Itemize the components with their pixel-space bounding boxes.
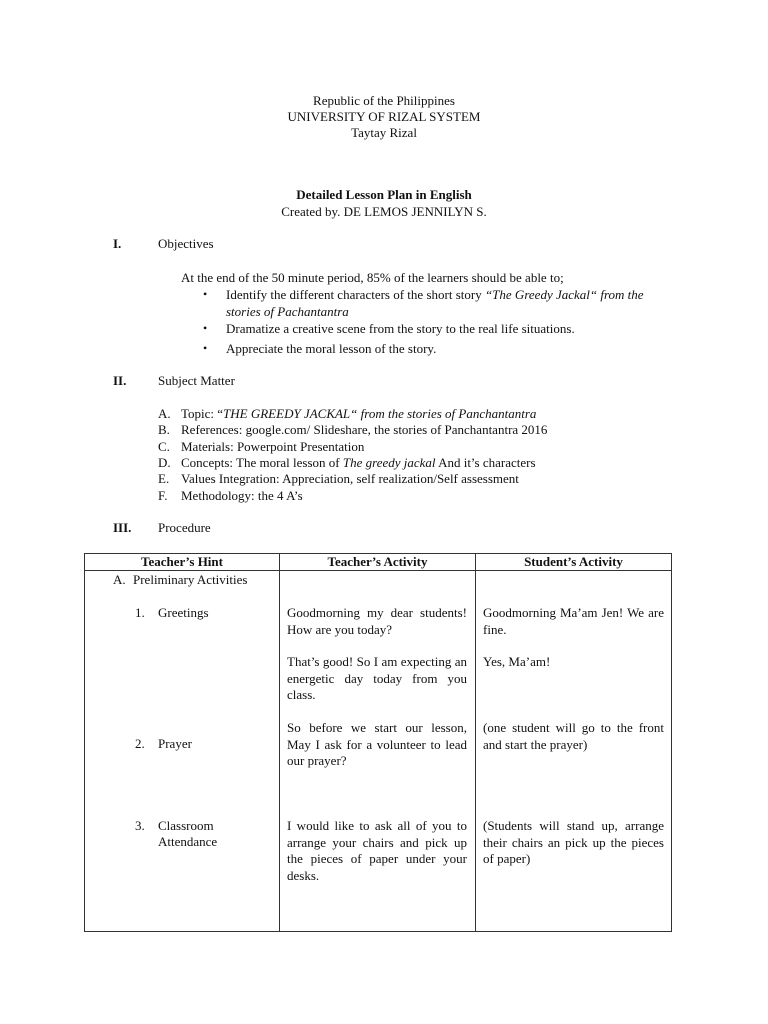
section-title-objectives: Objectives (158, 236, 214, 251)
objective-1 (226, 286, 644, 320)
bullet-icon: • (203, 341, 208, 355)
objective-2: Dramatize a creative scene from the story to the real life situations. (226, 321, 575, 336)
subject-letter-f: F. (158, 488, 168, 503)
table-row (85, 571, 672, 932)
section-number-2: II. (113, 373, 127, 388)
objectives-intro: At the end of the 50 minute period, 85% of the learners should be able to; (181, 270, 564, 285)
hint-num-2: 2. (135, 736, 145, 751)
created-by: Created by. DE LEMOS JENNILYN S. (281, 204, 487, 219)
objective-1-line2: stories of Pachantantra (226, 304, 349, 319)
teacher-activity-cell (280, 571, 476, 932)
teacher-expectation: That’s good! So I am expecting an energetic day today from you class. (287, 654, 467, 702)
student-prayer: (one student will go to the front and start the prayer) (483, 720, 664, 752)
subject-methodology: Methodology: the 4 A’s (181, 488, 303, 503)
objective-3: Appreciate the moral lesson of the story. (226, 341, 437, 356)
subject-letter-b: B. (158, 422, 170, 437)
teacher-attendance-instruction: I would like to ask all of you to arrange your chairs and pick up the pieces of paper under your desks. (287, 818, 467, 883)
bullet-icon: • (203, 321, 208, 335)
student-greeting: Goodmorning Ma’am Jen! We are fine. (483, 605, 664, 637)
document-title: Detailed Lesson Plan in English (296, 187, 472, 202)
subject-materials: Materials: Powerpoint Presentation (181, 439, 365, 454)
hint-letter-a: A. (113, 572, 126, 587)
hint-attendance: Attendance (158, 834, 218, 849)
subject-letter-d: D. (158, 455, 171, 470)
section-number-1: I. (113, 236, 122, 251)
header-location: Taytay Rizal (351, 125, 417, 140)
table-header-row (85, 554, 672, 571)
student-activity-cell (476, 571, 672, 932)
objective-1-italic: “The Greedy Jackal“ from the (484, 287, 644, 302)
subject-concepts: Concepts: The moral lesson of The greedy jackal And it’s characters (181, 455, 536, 470)
subject-letter-a: A. (158, 406, 171, 421)
objective-1-text: Identify the different characters of the short story (226, 287, 485, 302)
section-title-subject-matter: Subject Matter (158, 373, 235, 388)
subject-letter-c: C. (158, 439, 170, 454)
header-teachers-activity: Teacher’s Activity (280, 554, 476, 571)
hint-num-1: 1. (135, 605, 145, 620)
hint-num-3: 3. (135, 818, 145, 833)
section-title-procedure: Procedure (158, 520, 211, 535)
subject-references: References: google.com/ Slideshare, the stories of Panchantantra 2016 (181, 422, 548, 437)
bullet-icon: • (203, 287, 208, 301)
hint-prayer: Prayer (158, 736, 192, 751)
procedure-table (84, 553, 672, 932)
student-yes: Yes, Ma’am! (483, 654, 551, 669)
subject-values: Values Integration: Appreciation, self realization/Self assessment (181, 471, 519, 486)
hint-greetings: Greetings (158, 605, 209, 620)
hint-cell (85, 571, 280, 932)
header-republic: Republic of the Philippines (313, 93, 455, 108)
header-university: UNIVERSITY OF RIZAL SYSTEM (287, 109, 481, 124)
hint-preliminary: Preliminary Activities (133, 572, 248, 587)
teacher-prayer-request: So before we start our lesson, May I ask for a volunteer to lead our prayer? (287, 720, 467, 768)
header-teachers-hint: Teacher’s Hint (85, 554, 280, 571)
section-number-3: III. (113, 520, 132, 535)
teacher-greeting: Goodmorning my dear students! How are you today? (287, 605, 467, 637)
subject-letter-e: E. (158, 471, 170, 486)
student-attendance: (Students will stand up, arrange their chairs an pick up the pieces of paper) (483, 818, 664, 866)
subject-topic: Topic: “THE GREEDY JACKAL“ from the stories of Panchantantra (181, 406, 537, 421)
header-students-activity: Student’s Activity (476, 554, 672, 571)
hint-classroom: Classroom (158, 818, 214, 833)
